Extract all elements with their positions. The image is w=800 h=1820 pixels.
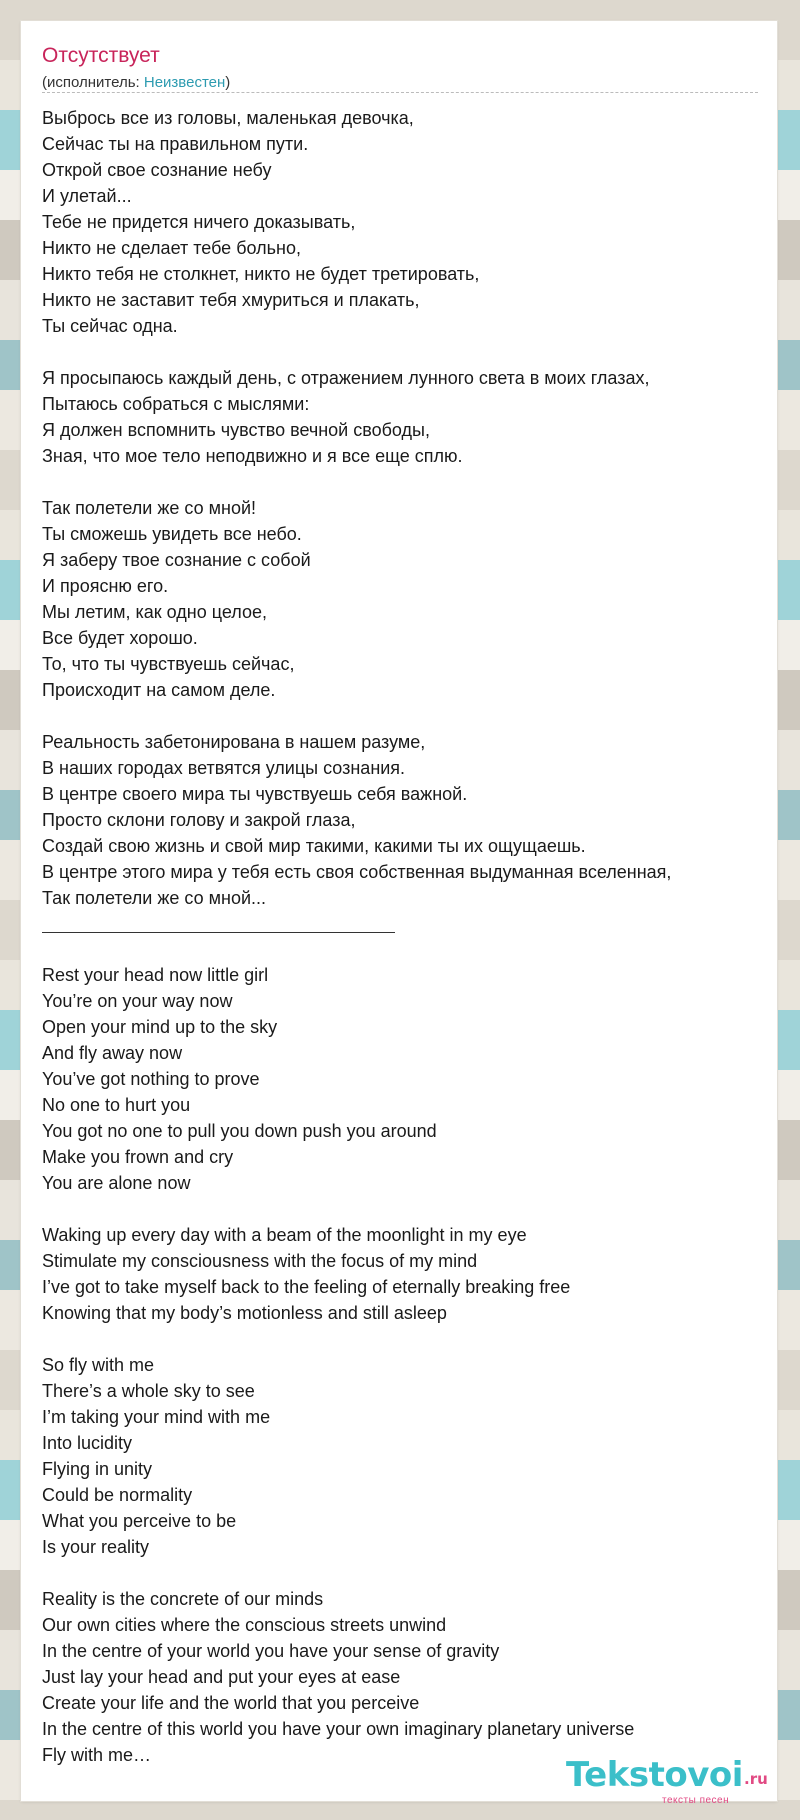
- lyric-line: Создай свою жизнь и свой мир такими, какими ты их ощущаешь.: [42, 836, 586, 856]
- lyric-line: Flying in unity: [42, 1459, 153, 1479]
- lyric-line: Так полетели же со мной!: [42, 498, 257, 518]
- lyric-line: No one to hurt you: [42, 1095, 191, 1115]
- logo-tld: .ru: [744, 1770, 768, 1788]
- lyric-line: Knowing that my body’s motionless and still asleep: [42, 1303, 447, 1323]
- lyric-line: Так полетели же со мной...: [42, 888, 267, 908]
- lyric-line: You’re on your way now: [42, 991, 233, 1011]
- lyric-line: Выбрось все из головы, маленькая девочка,: [42, 108, 414, 128]
- stanza-gap: [42, 1196, 762, 1222]
- lyric-line: Create your life and the world that you perceive: [42, 1693, 420, 1713]
- lyric-line: Just lay your head and put your eyes at ease: [42, 1667, 401, 1687]
- site-logo[interactable]: [566, 1755, 776, 1805]
- lyrics-russian: [42, 105, 762, 911]
- lyric-line: Make you frown and cry: [42, 1147, 234, 1167]
- lyric-line: Could be normality: [42, 1485, 193, 1505]
- stanza-gap: [42, 1560, 762, 1586]
- lyric-line: In the centre of your world you have your sense of gravity: [42, 1641, 500, 1661]
- lyric-line: Fly with me…: [42, 1745, 152, 1765]
- lyric-line: И проясню его.: [42, 576, 169, 596]
- lyric-line: Происходит на самом деле.: [42, 680, 276, 700]
- lyrics-english: [42, 962, 762, 1768]
- artist-link[interactable]: Неизвестен: [143, 74, 226, 91]
- lyric-line: Rest your head now little girl: [42, 965, 269, 985]
- stanza-gap: [42, 1326, 762, 1352]
- stanza-gap: [42, 469, 762, 495]
- lyric-line: Я просыпаюсь каждый день, с отражением лунного света в моих глазах,: [42, 368, 650, 388]
- lyric-line: Into lucidity: [42, 1433, 133, 1453]
- lyric-line: You are alone now: [42, 1173, 191, 1193]
- lyric-line: What you perceive to be: [42, 1511, 237, 1531]
- lyric-line: Is your reality: [42, 1537, 150, 1557]
- lyric-line: Никто не сделает тебе больно,: [42, 238, 301, 258]
- lyric-line: Я должен вспомнить чувство вечной свободы,: [42, 420, 430, 440]
- lyric-line: I’m taking your mind with me: [42, 1407, 271, 1427]
- lyric-line: Открой свое сознание небу: [42, 160, 272, 180]
- header-divider: [42, 92, 758, 93]
- logo-tagline: тексты песен: [662, 1795, 730, 1806]
- lyric-line: Тебе не придется ничего доказывать,: [42, 212, 356, 232]
- lyric-line: Сейчас ты на правильном пути.: [42, 134, 309, 154]
- song-title: Отсутствует: [42, 44, 160, 67]
- artist-suffix: ): [225, 74, 231, 91]
- lyric-line: Никто тебя не столкнет, никто не будет третировать,: [42, 264, 480, 284]
- logo-wordmark: Tekstovoi: [566, 1755, 743, 1795]
- lyric-line: Пытаюсь собраться с мыслями:: [42, 394, 310, 414]
- lyric-line: И улетай...: [42, 186, 132, 206]
- artist-prefix: (исполнитель:: [42, 74, 144, 91]
- lyric-line: В наших городах ветвятся улицы сознания.: [42, 758, 406, 778]
- lyric-line: I’ve got to take myself back to the feeling of eternally breaking free: [42, 1277, 571, 1297]
- lyric-line: Просто склони голову и закрой глаза,: [42, 810, 356, 830]
- lyric-line: То, что ты чувствуешь сейчас,: [42, 654, 295, 674]
- lyric-line: Мы летим, как одно целое,: [42, 602, 267, 622]
- stanza-gap: [42, 703, 762, 729]
- lyric-line: Зная, что мое тело неподвижно и я все еще сплю.: [42, 446, 463, 466]
- lyric-line: You got no one to pull you down push you around: [42, 1121, 437, 1141]
- lyric-line: Stimulate my consciousness with the focus of my mind: [42, 1251, 478, 1271]
- artist-line: [42, 74, 230, 91]
- lyric-line: You’ve got nothing to prove: [42, 1069, 260, 1089]
- lyric-line: Reality is the concrete of our minds: [42, 1589, 324, 1609]
- lyric-line: So fly with me: [42, 1355, 155, 1375]
- lyric-line: Я заберу твое сознание с собой: [42, 550, 311, 570]
- lyric-line: Никто не заставит тебя хмуриться и плакать,: [42, 290, 420, 310]
- lyric-line: Open your mind up to the sky: [42, 1017, 278, 1037]
- lyric-line: Ты сейчас одна.: [42, 316, 178, 336]
- lyric-line: В центре своего мира ты чувствуешь себя важной.: [42, 784, 468, 804]
- translation-separator: [42, 932, 395, 933]
- lyric-line: Ты сможешь увидеть все небо.: [42, 524, 302, 544]
- lyric-line: Реальность забетонирована в нашем разуме,: [42, 732, 426, 752]
- lyric-line: Waking up every day with a beam of the moonlight in my eye: [42, 1225, 527, 1245]
- lyric-line: Our own cities where the conscious streets unwind: [42, 1615, 447, 1635]
- lyric-line: And fly away now: [42, 1043, 183, 1063]
- stanza-gap: [42, 339, 762, 365]
- lyric-line: Все будет хорошо.: [42, 628, 198, 648]
- lyric-line: In the centre of this world you have your own imaginary planetary universe: [42, 1719, 635, 1739]
- lyric-line: В центре этого мира у тебя есть своя собственная выдуманная вселенная,: [42, 862, 672, 882]
- lyric-line: There’s a whole sky to see: [42, 1381, 255, 1401]
